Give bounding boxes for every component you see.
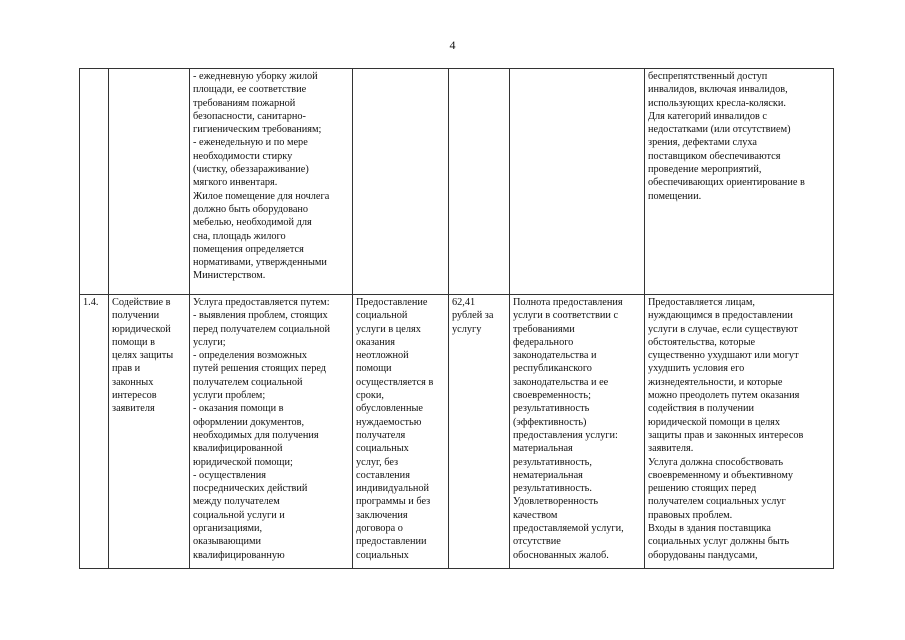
cell-terms bbox=[353, 69, 449, 295]
table-row bbox=[80, 69, 834, 295]
services-table bbox=[79, 68, 834, 569]
cell-description: - ежедневную уборку жилой площади, ее соответствие требованиям пожарной безопасности, санитарно- гигиеническим требованиям; - еженедельную и по мере необходимости стирку (чистку, обеззараживание) мягкого инвентаря. Жилое помещение для ночлега должно быть оборудовано мебелью, необходимой для сна, площадь жилого помещения определяется нормативами, утвержденными Министерством. bbox=[190, 69, 353, 295]
cell-number: 1.4. bbox=[80, 295, 109, 569]
cell-terms: Предоставление социальной услуги в целях оказания неотложной помощи осуществляется в сроки, обусловленные нуждаемостью получателя социальных услуг, без составления индивидуальной программы и без заключения договора о предоставлении социальных bbox=[353, 295, 449, 569]
cell-conditions: Предоставляется лицам, нуждающимся в предоставлении услуги в случае, если существуют обстоятельства, которые существенно ухудшают или могут ухудшить условия его жизнедеятельности, и которые можно преодолеть путем оказания содействия в получении юридической помощи в целях защиты прав и законных интересов заявителя. Услуга должна способствовать своевременному и объективному решению стоящих перед получателем социальных услуг правовых проблем. Входы в здания поставщика социальных услуг должны быть оборудованы пандусами, bbox=[645, 295, 834, 569]
cell-conditions: беспрепятственный доступ инвалидов, включая инвалидов, использующих кресла-коляски. Для категорий инвалидов с недостатками (или отсутствием) зрения, дефектами слуха поставщиком обеспечиваются проведение мероприятий, обеспечивающих ориентирование в помещении. bbox=[645, 69, 834, 295]
cell-quality-indicators bbox=[510, 69, 645, 295]
cell-service-name bbox=[109, 69, 190, 295]
cell-service-name: Содействие в получении юридической помощи в целях защиты прав и законных интересов заявителя bbox=[109, 295, 190, 569]
page-number: 4 bbox=[449, 38, 456, 52]
cell-description: Услуга предоставляется путем: - выявления проблем, стоящих перед получателем социальной услуги; - определения возможных путей решения стоящих перед получателем социальной услуги проблем; - оказания помощи в оформлении документов, необходимых для получения квалифицированной юридической помощи; - осуществления посреднических действий между получателем социальной услуги и организациями, оказывающими квалифицированную bbox=[190, 295, 353, 569]
cell-cost bbox=[449, 69, 510, 295]
cell-quality-indicators: Полнота предоставления услуги в соответствии с требованиями федерального законодательства и республиканского законодательства и ее своевременность; результативность (эффективность) предоставления услуги: материальная результативность, нематериальная результативность. Удовлетворенность качеством предоставляемой услуги, отсутствие обоснованных жалоб. bbox=[510, 295, 645, 569]
cell-number bbox=[80, 69, 109, 295]
table-row bbox=[80, 295, 834, 569]
cell-cost: 62,41 рублей за услугу bbox=[449, 295, 510, 569]
